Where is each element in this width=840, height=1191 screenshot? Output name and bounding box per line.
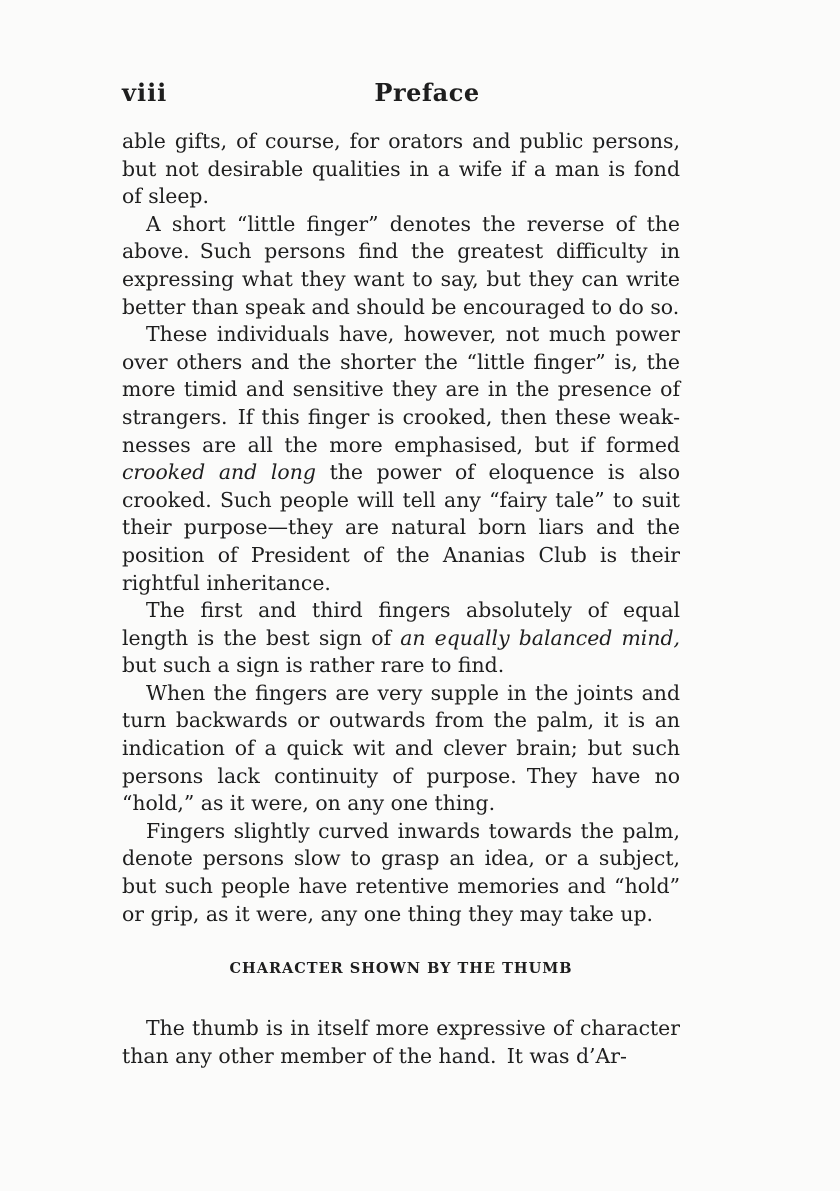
paragraph: able gifts, of course, for orators and public persons, but not desirable qualities in a wife if a man is fond of sleep. [122,129,680,209]
paragraph-text: These individuals have, however, not much power over others and the shorter the “little finger” is, the more timid and sensitive they are in the presence of strangers. If this finger is crooked, then these weaknesses are all the more emphasised, but if formed [122,322,680,457]
paragraph [122,321,680,597]
section-body [122,1015,680,1070]
italic-emphasis: crooked and long [122,460,316,485]
italic-emphasis: an equally balanced mind, [400,625,680,650]
paragraph: When the fingers are very supple in the joints and turn backwards or outwards from the palm, it is an indication of a quick wit and clever brain; but such persons lack continuity of purpose. They have no “hold,” as it were, on any one thing. [122,680,680,816]
running-title: Preface [374,78,480,107]
paragraph: A short “little finger” denotes the reverse of the above. Such persons find the greatest difficulty in expressing what they want to say, but they can write better than speak and should be encouraged to do so. [122,211,680,319]
paragraph-text: The first and third fingers absolutely of equal length is the best sign of [122,598,680,650]
paragraph-text: the power of eloquence is also crooked. Such people will tell any “fairy tale” to suit their purpose—they are natural born liars and the position of President of the Ananias Club is their rightful inheritance. [122,460,680,595]
body-text [122,128,680,928]
paragraph [122,597,680,680]
paragraph: Fingers slightly curved inwards towards the palm, denote persons slow to grasp an idea, or a subject, but such people have retentive memories and “hold” or grip, as it were, any one thing they may take up. [122,818,680,926]
paragraph-text: but such a sign is rather rare to find. [122,653,505,678]
page-number: viii [122,78,168,107]
page-header [122,78,682,112]
section-heading: CHARACTER SHOWN BY THE THUMB [229,960,573,977]
paragraph: The thumb is in itself more expressive of character than any other member of the hand. It was d’Ar- [122,1016,680,1068]
